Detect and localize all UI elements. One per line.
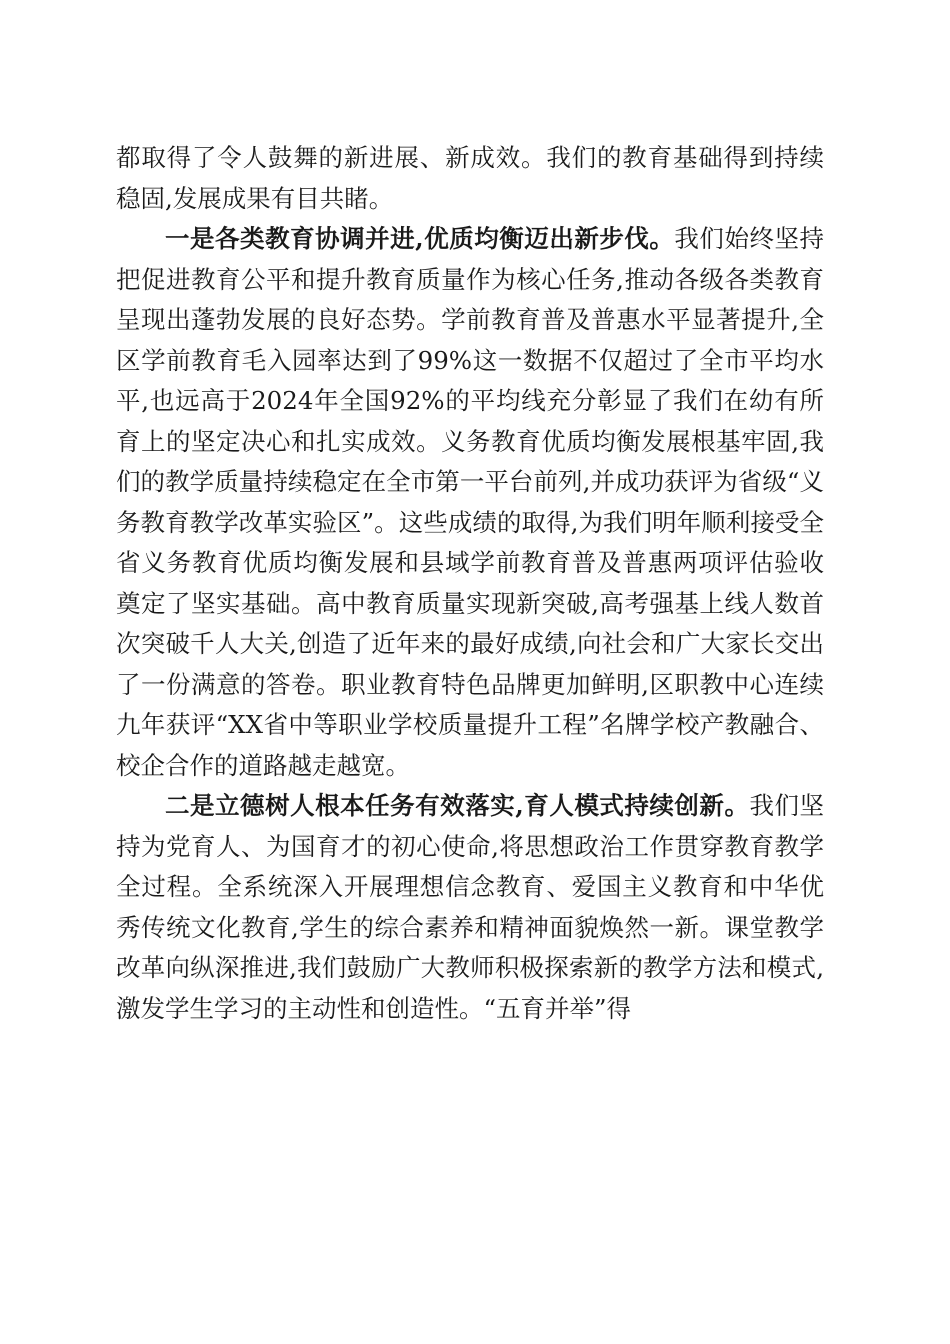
document-page xyxy=(116,138,824,1029)
paragraph-moral-education xyxy=(116,786,824,1029)
paragraph-education-coordination xyxy=(116,219,824,786)
paragraph-continuation xyxy=(116,138,824,219)
paragraph-text: 都取得了令人鼓舞的新进展、新成效。我们的教育基础得到持续稳固,发展成果有目共睹。 xyxy=(116,143,824,213)
paragraph-heading: 一是各类教育协调并进,优质均衡迈出新步伐。 xyxy=(165,224,675,253)
paragraph-text: 我们坚持为党育人、为国育才的初心使命,将思想政治工作贯穿教育教学全过程。全系统深入开展理想信念教育、爱国主义教育和中华优秀传统文化教育,学生的综合素养和精神面貌焕然一新。课堂教学改革向纵深推进,我们鼓励广大教师积极探索新的教学方法和模式,激发学生学习的主动性和创造性。“五育并举”得 xyxy=(116,791,825,1023)
paragraph-text: 我们始终坚持把促进教育公平和提升教育质量作为核心任务,推动各级各类教育呈现出蓬勃发展的良好态势。学前教育普及普惠水平显著提升,全区学前教育毛入园率达到了99%这一数据不仅超过了全市平均水平,也远高于2024年全国92%的平均线充分彰显了我们在幼有所育上的坚定决心和扎实成效。义务教育优质均衡发展根基牢固,我们的教学质量持续稳定在全市第一平台前列,并成功获评为省级“义务教育教学改革实验区”。这些成绩的取得,为我们明年顺利接受全省义务教育优质均衡发展和县域学前教育普及普惠两项评估验收奠定了坚实基础。高中教育质量实现新突破,高考强基上线人数首次突破千人大关,创造了近年来的最好成绩,向社会和广大家长交出了一份满意的答卷。职业教育特色品牌更加鲜明,区职教中心连续九年获评“XX省中等职业学校质量提升工程”名牌学校产教融合、校企合作的道路越走越宽。 xyxy=(116,224,824,780)
paragraph-heading: 二是立德树人根本任务有效落实,育人模式持续创新。 xyxy=(165,791,750,820)
